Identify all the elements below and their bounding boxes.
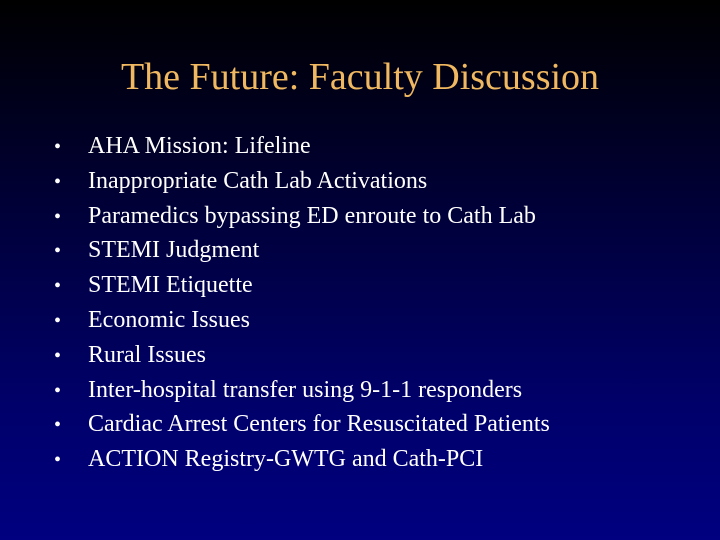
bullet-text: Inappropriate Cath Lab Activations: [88, 167, 428, 194]
bullet-item: [54, 269, 550, 304]
bullet-text: Inter-hospital transfer using 9-1-1 responders: [88, 376, 523, 403]
bullet-text: Economic Issues: [88, 306, 250, 333]
bullet-icon: •: [54, 309, 62, 332]
bullet-item: [54, 339, 550, 374]
bullet-icon: •: [54, 344, 62, 367]
bullet-icon: •: [54, 136, 62, 158]
bullet-item: [54, 443, 550, 478]
bullet-item: [54, 304, 550, 339]
bullet-text: Rural Issues: [88, 341, 206, 368]
bullet-icon: •: [54, 449, 62, 472]
bullet-text: ACTION Registry-GWTG and Cath-PCI: [88, 446, 484, 473]
slide-title: The Future: Faculty Discussion: [120, 56, 600, 98]
bullet-text: Cardiac Arrest Centers for Resuscitated Patients: [88, 411, 550, 438]
bullet-item: [54, 130, 550, 165]
bullet-item: [54, 374, 550, 409]
bullet-item: [54, 200, 550, 235]
bullet-text: STEMI Judgment: [88, 237, 260, 264]
bullet-text: AHA Mission: Lifeline: [88, 133, 311, 159]
bullet-list: [54, 130, 550, 478]
bullet-icon: •: [54, 414, 62, 437]
bullet-icon: •: [54, 205, 62, 228]
bullet-icon: •: [54, 240, 62, 263]
bullet-icon: •: [54, 379, 62, 402]
bullet-text: STEMI Etiquette: [88, 272, 253, 299]
bullet-item: [54, 165, 550, 200]
bullet-icon: •: [54, 275, 62, 298]
bullet-icon: •: [54, 170, 62, 193]
bullet-item: [54, 408, 550, 443]
bullet-item: [54, 234, 550, 269]
bullet-text: Paramedics bypassing ED enroute to Cath Lab: [88, 202, 536, 229]
